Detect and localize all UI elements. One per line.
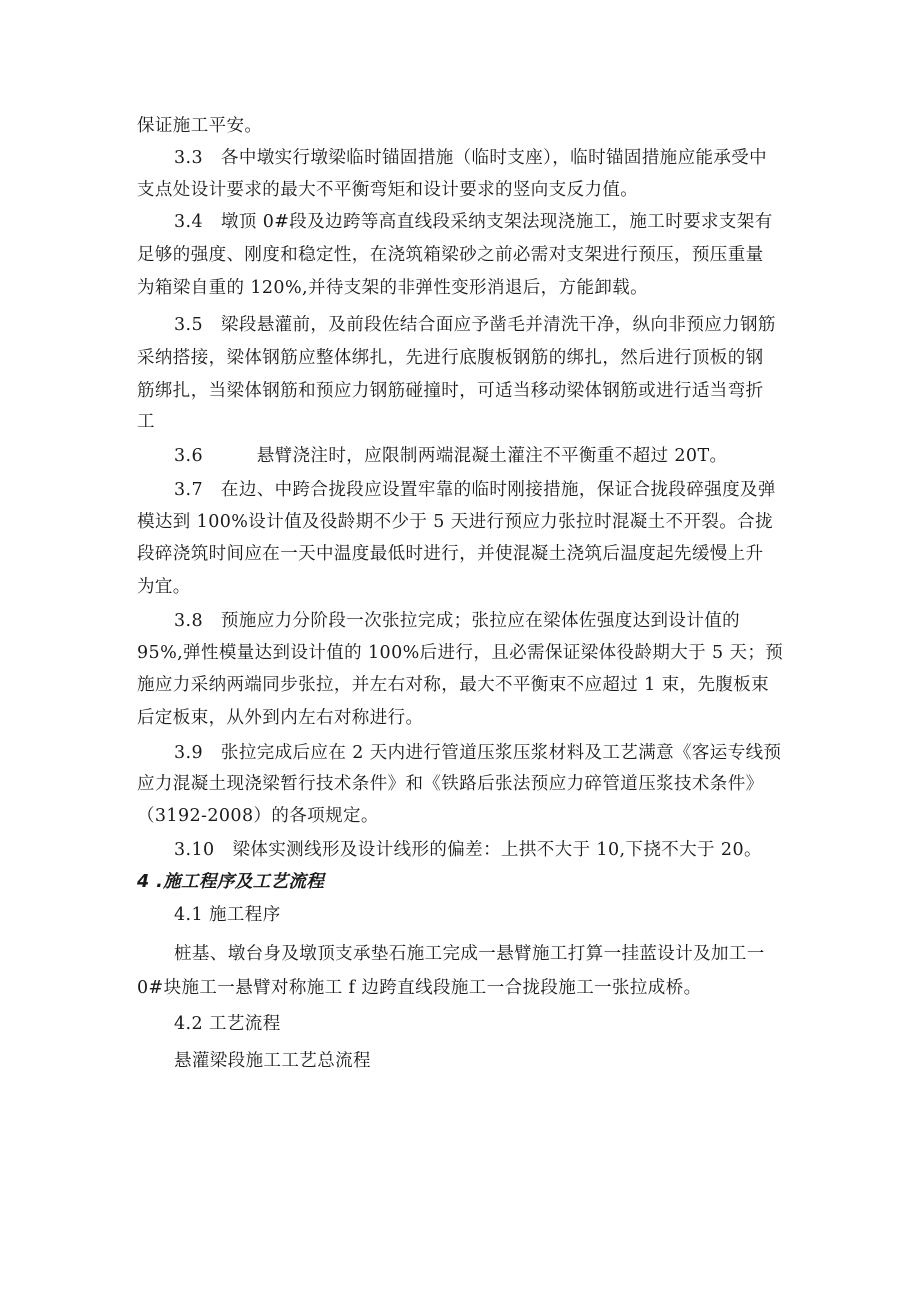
clause-3-8-line-2: 95%,弹性模量达到设计值的 100%后进行，且必需保证梁体役龄期大于 5 天；预 — [137, 643, 784, 663]
body-text-line: 保证施工平安。 — [137, 116, 263, 136]
clause-3-8-line-3: 施应力采纳两端同步张拉，并左右对称，最大不平衡束不应超过 1 束，先腹板束 — [137, 675, 770, 695]
clause-3-10-line-1: 3.10 梁体实测线形及设计线形的偏差：上拱不大于 10,下挠不大于 20。 — [174, 840, 762, 860]
clause-3-5-line-1: 3.5 梁段悬灌前，及前段佐结合面应予凿毛并清洗干净，纵向非预应力钢筋 — [174, 315, 776, 335]
clause-3-7-line-2: 模达到 100%设计值及役龄期不少于 5 天进行预应力张拉时混凝土不开裂。合拢 — [137, 512, 773, 532]
clause-3-9-line-3: （3192-2008）的各项规定。 — [137, 806, 379, 826]
procedure-line-2: 0#块施工一悬臂对称施工 f 边跨直线段施工一合拢段施工一张拉成桥。 — [137, 978, 702, 998]
clause-3-4-line-1: 3.4 墩顶 0#段及边跨等高直线段采纳支架法现浇施工，施工时要求支架有 — [174, 212, 773, 232]
clause-3-5-line-3: 筋绑扎，当梁体钢筋和预应力钢筋碰撞时，可适当移动梁体钢筋或进行适当弯折 — [137, 381, 764, 401]
clause-3-9-line-1: 3.9 张拉完成后应在 2 天内进行管道压浆压浆材料及工艺满意《客运专线预 — [174, 743, 782, 763]
clause-3-3-line-2: 支点处设计要求的最大不平衡弯矩和设计要求的竖向支反力值。 — [137, 180, 639, 200]
process-flow-caption: 悬灌梁段施工工艺总流程 — [174, 1051, 371, 1071]
section-4-1-heading: 4.1 施工程序 — [174, 905, 281, 925]
clause-3-3-line-1: 3.3 各中墩实行墩梁临时锚固措施（临时支座），临时锚固措施应能承受中 — [174, 148, 768, 168]
clause-3-9-line-2: 应力混凝土现浇梁暂行技术条件》和《铁路后张法预应力碎管道压浆技术条件》 — [137, 774, 764, 794]
clause-3-7-line-3: 段碎浇筑时间应在一天中温度最低时进行，并使混凝土浇筑后温度起先缓慢上升 — [137, 544, 764, 564]
clause-3-4-line-2: 足够的强度、刚度和稳定性，在浇筑箱梁砂之前必需对支架进行预压，预压重量 — [137, 245, 764, 265]
clause-3-5-line-2: 采纳搭接，梁体钢筋应整体绑扎，先进行底腹板钢筋的绑扎，然后进行顶板的钢 — [137, 348, 764, 368]
clause-3-8-line-4: 后定板束，从外到内左右对称进行。 — [137, 708, 424, 728]
clause-3-7-line-1: 3.7 在边、中跨合拢段应设置牢靠的临时刚接措施，保证合拢段碎强度及弹 — [174, 480, 776, 500]
procedure-line-1: 桩基、墩台身及墩顶支承垫石施工完成一悬臂施工打算一挂蓝设计及加工一 — [174, 944, 765, 964]
clause-3-7-line-4: 为宜。 — [137, 577, 191, 597]
section-4-heading: 4 .施工程序及工艺流程 — [137, 872, 325, 892]
clause-3-6-line-1: 3.6 悬臂浇注时，应限制两端混凝土灌注不平衡重不超过 20T。 — [174, 446, 728, 466]
section-4-2-heading: 4.2 工艺流程 — [174, 1014, 281, 1034]
clause-3-4-line-3: 为箱梁自重的 120%,并待支架的非弹性变形消退后，方能卸载。 — [137, 278, 649, 298]
clause-3-8-line-1: 3.8 预施应力分阶段一次张拉完成；张拉应在梁体佐强度达到设计值的 — [174, 611, 741, 631]
clause-3-5-line-4: 工 — [137, 412, 155, 432]
